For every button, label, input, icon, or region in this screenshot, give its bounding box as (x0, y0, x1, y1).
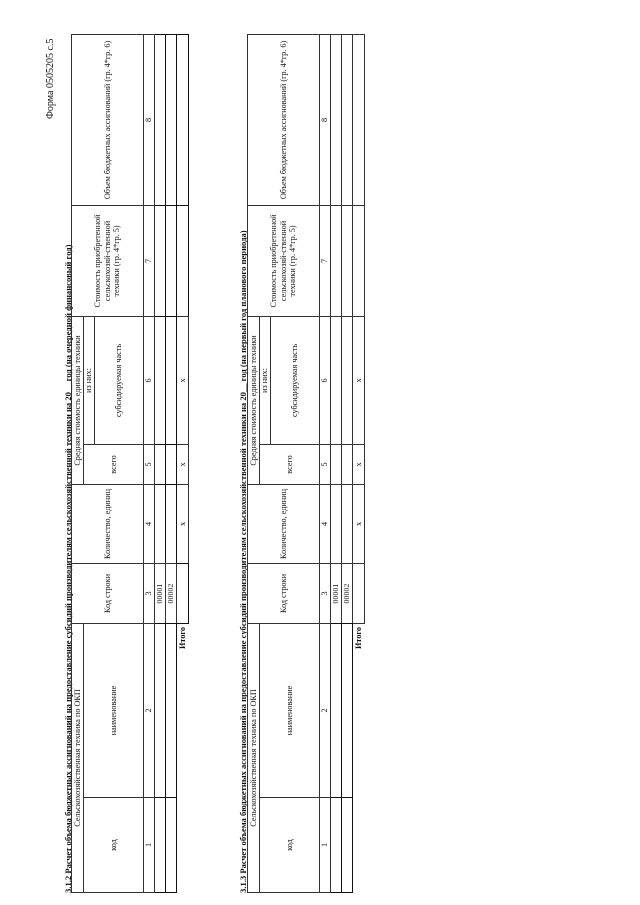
cell-budget[interactable] (331, 34, 342, 205)
header-budget-volume: Объем бюджетных ассигнований (гр. 4*гр. 6) (248, 34, 320, 205)
column-number: 5 (320, 444, 331, 484)
total-x-mark: x (353, 484, 365, 563)
column-number: 4 (320, 484, 331, 563)
cell-total-budget[interactable] (177, 34, 189, 205)
section-title: 3.1.3 Расчет объема бюджетных ассигнований на предоставление субсидий производителям сельскохозяйственной техники на 20__ год (на первый год планового периода) (238, 230, 248, 893)
column-number: 5 (144, 444, 155, 484)
cell-quantity[interactable] (342, 484, 353, 563)
column-number: 1 (320, 798, 331, 893)
total-label: Итого (354, 626, 364, 649)
cell-cost[interactable] (166, 205, 177, 316)
cell-name[interactable] (155, 623, 166, 797)
header-okp-group: Сельскохозяйственная техника по ОКП (72, 623, 84, 892)
header-of-which: из них: (260, 316, 271, 444)
cell-code[interactable] (331, 798, 342, 893)
header-avg-cost-group: Средняя стоимость единицы техники (248, 316, 260, 484)
section-title: 3.1.2 Расчет объема бюджетных ассигнований на предоставление субсидий производителям сельскохозяйственной техники на 20__ год (на очередной финансовый год) (63, 244, 73, 893)
column-number: 6 (320, 316, 331, 444)
cell-row-code: 00001 (155, 563, 166, 623)
cell-total-row-code[interactable] (353, 563, 365, 623)
column-number: 8 (144, 34, 155, 205)
column-number: 2 (144, 623, 155, 797)
header-quantity: Количество, единиц (72, 484, 144, 563)
cell-subsidized[interactable] (331, 316, 342, 444)
total-label: Итого (178, 626, 188, 649)
header-row-code: Код строки (72, 563, 144, 623)
cell-quantity[interactable] (331, 484, 342, 563)
cell-subsidized[interactable] (155, 316, 166, 444)
header-total: всего (84, 444, 144, 484)
column-number: 3 (320, 563, 331, 623)
cell-budget[interactable] (155, 34, 166, 205)
total-row (177, 34, 189, 892)
cell-code[interactable] (166, 798, 177, 893)
header-okp-group: Сельскохозяйственная техника по ОКП (248, 623, 260, 892)
column-number: 4 (144, 484, 155, 563)
header-of-which: из них: (84, 316, 95, 444)
form-id: Форма 0505205 с.5 (45, 38, 56, 119)
table-row (342, 34, 353, 892)
column-number: 8 (320, 34, 331, 205)
header-name: наименование (84, 623, 144, 797)
header-quantity: Количество, единиц (248, 484, 320, 563)
header-cost-purchased: Стоимость приобретенной сельскохозяй-ственной техники (гр. 4*гр. 5) (72, 205, 144, 316)
total-x-mark: x (177, 316, 189, 444)
cell-quantity[interactable] (166, 484, 177, 563)
cell-code[interactable] (342, 798, 353, 893)
header-avg-cost-group: Средняя стоимость единицы техники (72, 316, 84, 484)
header-row-code: Код строки (248, 563, 320, 623)
column-number: 3 (144, 563, 155, 623)
cell-code[interactable] (155, 798, 166, 893)
cell-total-cost[interactable] (353, 205, 365, 316)
cell-subsidized[interactable] (166, 316, 177, 444)
cell-avg-total[interactable] (166, 444, 177, 484)
header-name: наименование (260, 623, 320, 797)
cell-row-code: 00002 (166, 563, 177, 623)
calc-table (247, 34, 365, 893)
cell-quantity[interactable] (155, 484, 166, 563)
cell-total-cost[interactable] (177, 205, 189, 316)
total-x-mark: x (177, 444, 189, 484)
cell-total-row-code[interactable] (177, 563, 189, 623)
cell-budget[interactable] (342, 34, 353, 205)
column-number: 1 (144, 798, 155, 893)
cell-name[interactable] (166, 623, 177, 797)
total-x-mark: x (177, 484, 189, 563)
header-cost-purchased: Стоимость приобретенной сельскохозяй-ственной техники (гр. 4*гр. 5) (248, 205, 320, 316)
cell-cost[interactable] (331, 205, 342, 316)
cell-cost[interactable] (342, 205, 353, 316)
cell-name[interactable] (331, 623, 342, 797)
table-row (331, 34, 342, 892)
cell-row-code: 00001 (331, 563, 342, 623)
total-x-mark: x (353, 444, 365, 484)
column-number: 7 (320, 205, 331, 316)
table-row (155, 34, 166, 892)
cell-cost[interactable] (155, 205, 166, 316)
cell-subsidized[interactable] (342, 316, 353, 444)
total-row (353, 34, 365, 892)
header-code: код (84, 798, 144, 893)
column-number: 6 (144, 316, 155, 444)
cell-avg-total[interactable] (342, 444, 353, 484)
cell-name[interactable] (342, 623, 353, 797)
column-number: 7 (144, 205, 155, 316)
cell-avg-total[interactable] (155, 444, 166, 484)
total-x-mark: x (353, 316, 365, 444)
column-number: 2 (320, 623, 331, 797)
table-row (166, 34, 177, 892)
calc-table (71, 34, 189, 893)
cell-total-budget[interactable] (353, 34, 365, 205)
cell-avg-total[interactable] (331, 444, 342, 484)
cell-budget[interactable] (166, 34, 177, 205)
header-subsidized: субсидируемая часть (271, 316, 320, 444)
header-subsidized: субсидируемая часть (95, 316, 144, 444)
header-budget-volume: Объем бюджетных ассигнований (гр. 4*гр. 6) (72, 34, 144, 205)
header-total: всего (260, 444, 320, 484)
cell-row-code: 00002 (342, 563, 353, 623)
header-code: код (260, 798, 320, 893)
